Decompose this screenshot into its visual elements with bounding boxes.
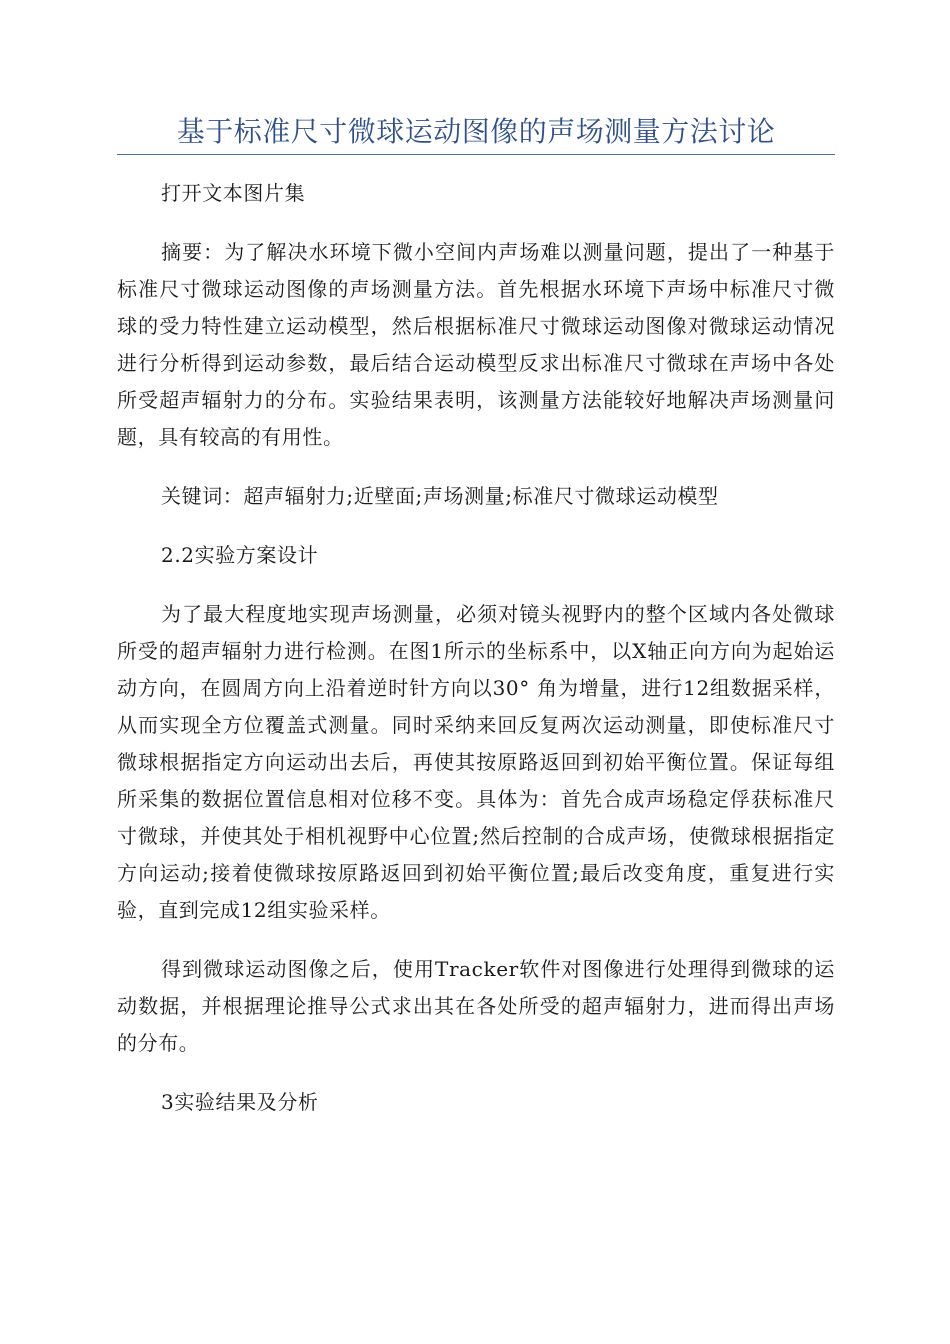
- body-paragraph-2: 得到微球运动图像之后，使用Tracker软件对图像进行处理得到微球的运动数据，并根据理论推导公式求出其在各处所受的超声辐射力，进而得出声场的分布。: [117, 957, 835, 1055]
- document-page: [117, 112, 835, 1121]
- abstract-paragraph: 摘要：为了解决水环境下微小空间内声场难以测量问题，提出了一种基于标准尺寸微球运动图像的声场测量方法。首先根据水环境下声场中标准尺寸微球的受力特性建立运动模型，然后根据标准尺寸微球运动图像对微球运动情况进行分析得到运动参数，最后结合运动模型反求出标准尺寸微球在声场中各处所受超声辐射力的分布。实验结果表明，该测量方法能较好地解决声场测量问题，具有较高的有用性。: [117, 240, 835, 449]
- body-paragraph-1: 为了最大程度地实现声场测量，必须对镜头视野内的整个区域内各处微球所受的超声辐射力进行检测。在图1所示的坐标系中，以X轴正向方向为起始运动方向，在圆周方向上沿着逆时针方向以30° 角为增量，进行12组数据采样，从而实现全方位覆盖式测量。同时采纳来回反复两次运动测量，即使标准尺寸微球根据指定方向运动出去后，再使其按原路返回到初始平衡位置。保证每组所采集的数据位置信息相对位移不变。具体为：首先合成声场稳定俘获标准尺寸微球，并使其处于相机视野中心位置;然后控制的合成声场，使微球根据指定方向运动;接着使微球按原路返回到初始平衡位置;最后改变角度，重复进行实验，直到完成12组实验采样。: [117, 602, 835, 922]
- document-title: 基于标准尺寸微球运动图像的声场测量方法讨论: [117, 112, 835, 155]
- keywords-paragraph: 关键词：超声辐射力;近壁面;声场测量;标准尺寸微球运动模型: [161, 484, 719, 508]
- section-heading-2-2: 2.2实验方案设计: [161, 543, 319, 567]
- image-collection-link[interactable]: 打开文本图片集: [161, 181, 306, 205]
- section-heading-3: 3实验结果及分析: [161, 1090, 319, 1114]
